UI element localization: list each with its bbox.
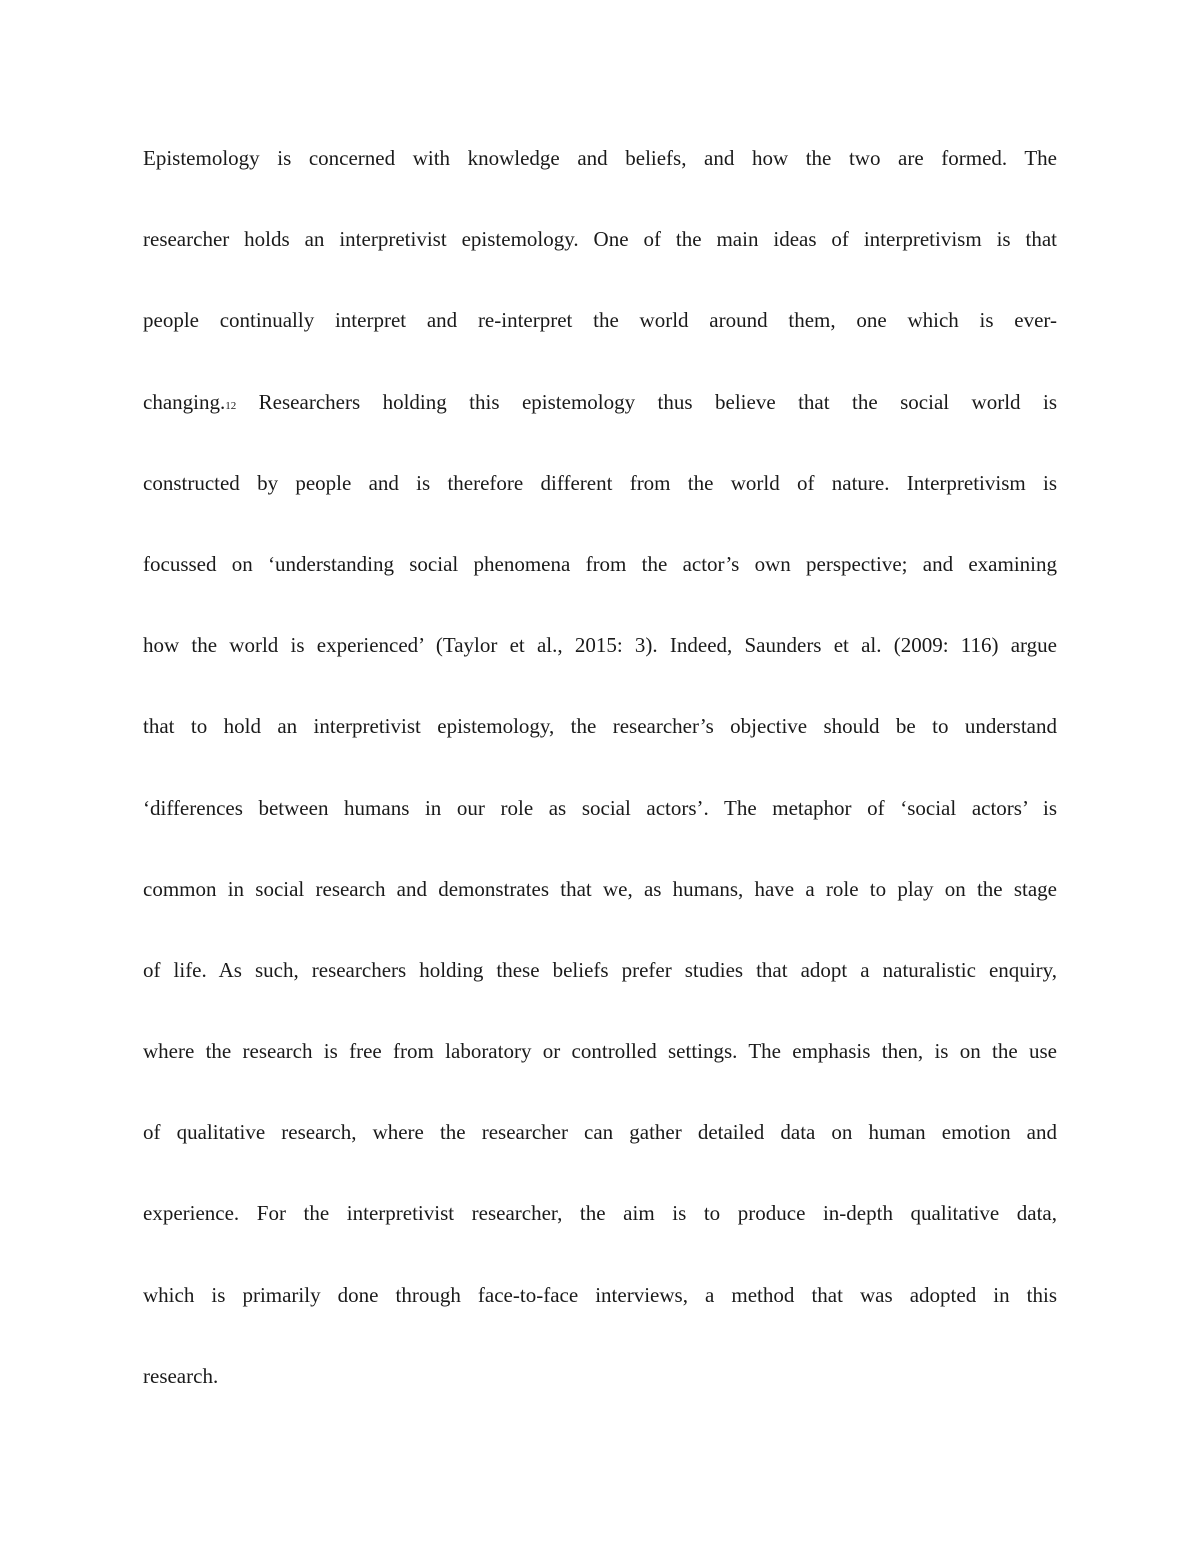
footnote-reference[interactable]: 12 <box>225 399 237 412</box>
paragraph-line: focussed on ‘understanding social phenomena from the actor’s own perspective; and examining <box>143 551 1057 576</box>
paragraph-line: common in social research and demonstrates that we, as humans, have a role to play on the stage <box>143 876 1057 901</box>
paragraph-line: researcher holds an interpretivist epistemology. One of the main ideas of interpretivism is that <box>143 227 1057 252</box>
paragraph-line <box>143 382 1057 463</box>
paragraph-line: how the world is experienced’ (Taylor et al., 2015: 3). Indeed, Saunders et al. (2009: 116) argue <box>143 633 1057 658</box>
paragraph-line: that to hold an interpretivist epistemology, the researcher’s objective should be to understand <box>143 714 1057 739</box>
paragraph-line: research. <box>143 1363 219 1388</box>
paragraph-line: Epistemology is concerned with knowledge and beliefs, and how the two are formed. The <box>143 146 1057 170</box>
paragraph-line: people continually interpret and re-interpret the world around them, one which is ever- <box>143 308 1057 333</box>
line-text: changing. <box>143 389 226 414</box>
paragraph-line: where the research is free from laboratory or controlled settings. The emphasis then, is on the use <box>143 1039 1057 1064</box>
paragraph-line: of qualitative research, where the researcher can gather detailed data on human emotion and <box>143 1120 1057 1145</box>
line-text: Researchers holding this epistemology thus believe that the social world is <box>236 389 1057 414</box>
paragraph-line: ‘differences between humans in our role as social actors’. The metaphor of ‘social actors’ is <box>143 795 1057 820</box>
paragraph-line: constructed by people and is therefore different from the world of nature. Interpretivism is <box>143 470 1057 495</box>
paragraph-line: which is primarily done through face-to-face interviews, a method that was adopted in this <box>143 1282 1057 1307</box>
paragraph-line: experience. For the interpretivist researcher, the aim is to produce in-depth qualitative data, <box>143 1201 1057 1226</box>
paragraph-line: of life. As such, researchers holding these beliefs prefer studies that adopt a naturalistic enquiry, <box>143 957 1057 982</box>
body-paragraph <box>143 138 1057 1437</box>
